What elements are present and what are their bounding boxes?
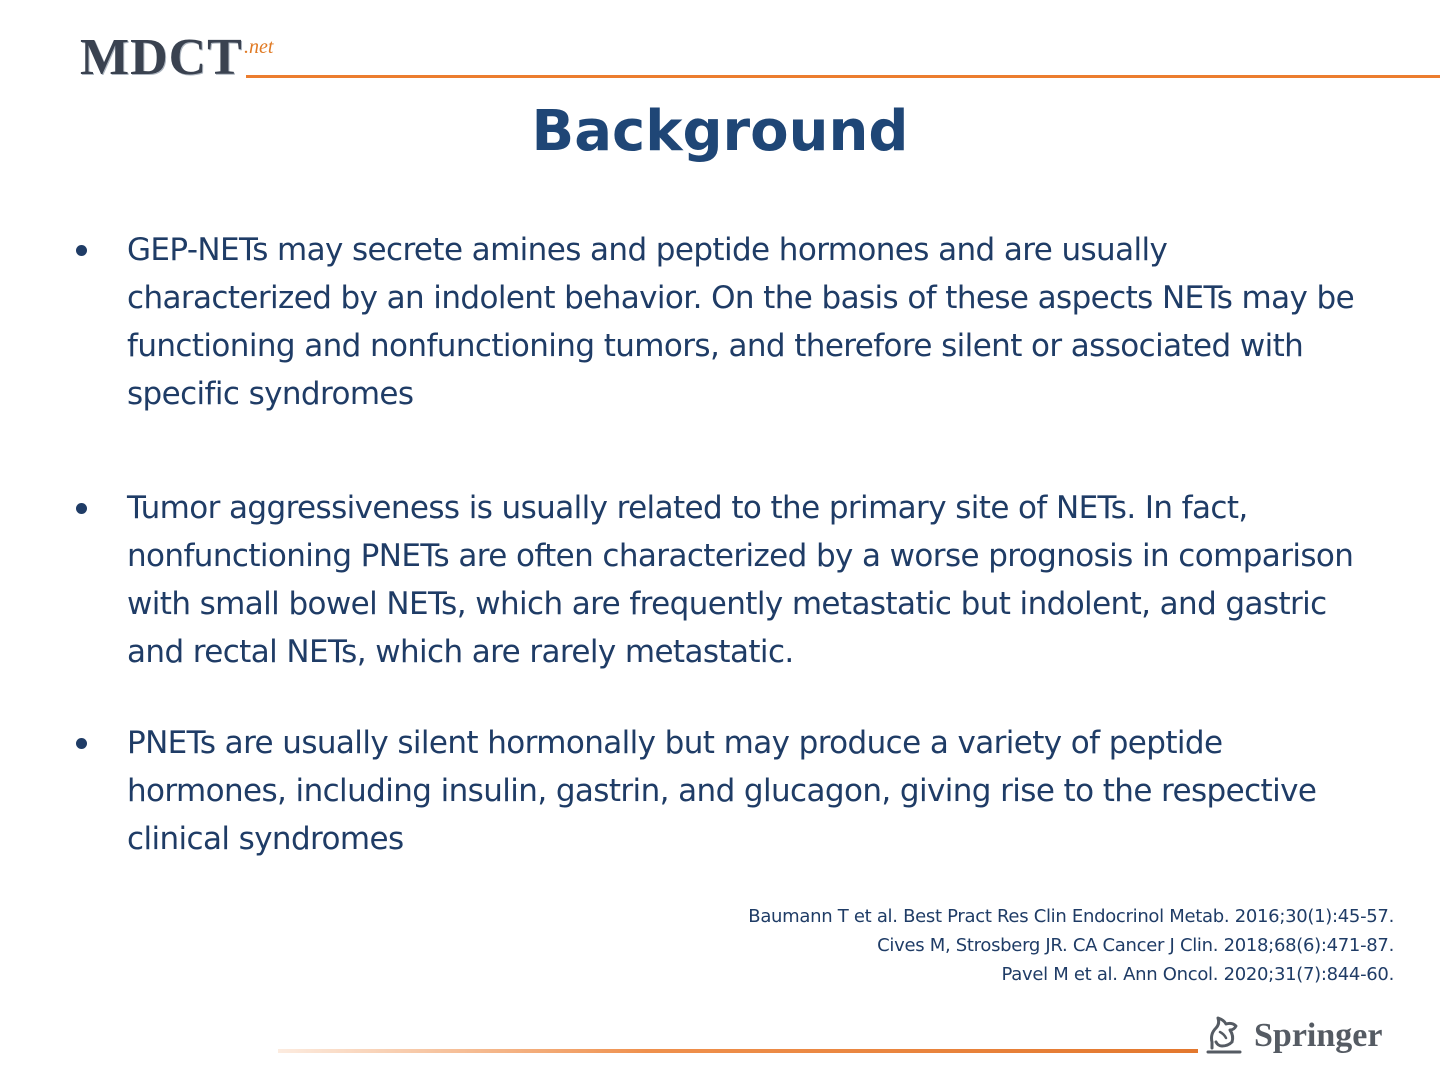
reference-line: Pavel M et al. Ann Oncol. 2020;31(7):844-60. — [1001, 964, 1394, 985]
bullet-item — [70, 719, 1380, 863]
bullet-item — [70, 484, 1380, 676]
references — [748, 902, 1394, 989]
bullet-dot-icon — [76, 245, 87, 256]
logo-suffix-text: .net — [244, 36, 274, 58]
reference-line: Baumann T et al. Best Pract Res Clin Endocrinol Metab. 2016;30(1):45-57. — [748, 906, 1394, 927]
logo-main-text: MDCT — [80, 29, 243, 86]
bullet-dot-icon — [76, 738, 87, 749]
bullet-dot-icon — [76, 503, 87, 514]
footer-divider — [278, 1049, 1198, 1053]
bullet-text: GEP-NETs may secrete amines and peptide hormones and are usually characterized by an indolent behavior. On the basis of these aspects NETs may be functioning and nonfunctioning tumors, and therefore silent or associated with specific syndromes — [127, 232, 1355, 412]
header-divider — [246, 75, 1440, 78]
slide-title: Background — [531, 99, 909, 164]
bullet-text: PNETs are usually silent hormonally but may produce a variety of peptide hormones, including insulin, gastrin, and glucagon, giving rise to the respective clinical syndromes — [127, 725, 1317, 857]
bullet-item — [70, 226, 1380, 418]
bullet-text: Tumor aggressiveness is usually related to the primary site of NETs. In fact, nonfunctioning PNETs are often characterized by a worse prognosis in comparison with small bowel NETs, which are frequently metastatic but indolent, and gastric and rectal NETs, which are rarely metastatic. — [127, 490, 1354, 670]
springer-wordmark: Springer — [1254, 1017, 1383, 1054]
springer-horse-icon — [1204, 1012, 1244, 1056]
reference-line: Cives M, Strosberg JR. CA Cancer J Clin. 2018;68(6):471-87. — [877, 935, 1394, 956]
bullet-list — [70, 226, 1380, 863]
springer-logo — [1204, 1010, 1394, 1060]
